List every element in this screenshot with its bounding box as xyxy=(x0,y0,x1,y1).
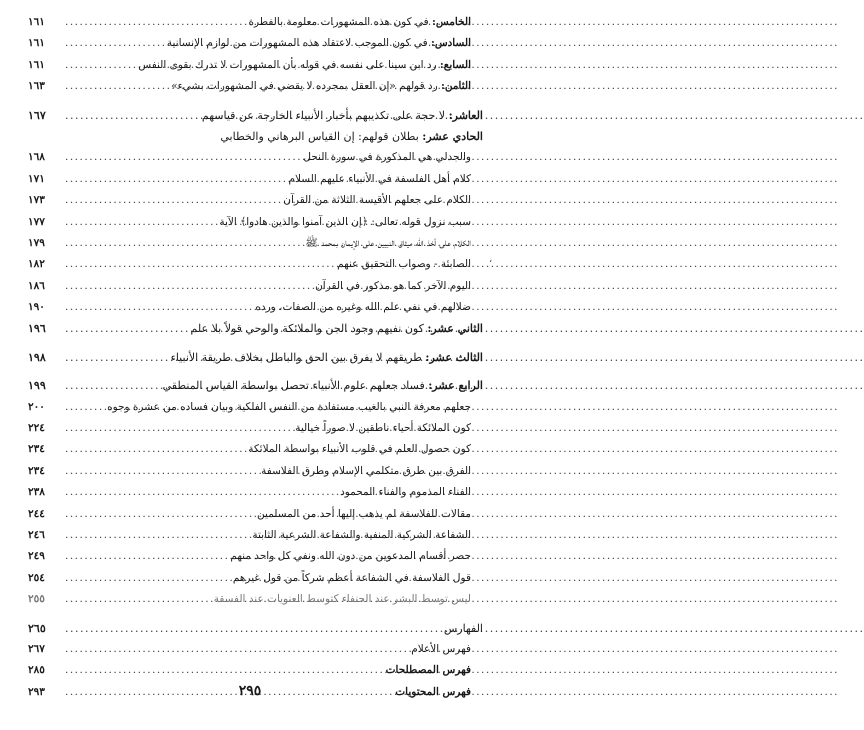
toc-entry-label: السابع: xyxy=(439,58,471,71)
toc-entry-text: فهرس الأعلام xyxy=(411,642,471,655)
toc-entry xyxy=(28,169,483,190)
dot-leader xyxy=(65,504,254,525)
dot-leader xyxy=(65,233,302,254)
toc-entry xyxy=(28,639,483,660)
toc-entry xyxy=(28,660,483,681)
dot-leader xyxy=(65,276,312,297)
toc-entry xyxy=(28,254,483,275)
toc-entry xyxy=(28,33,483,54)
toc-entry-text: فساد جعلهم علوم الأنبياء تحصل بواسطة القياس المنطقي xyxy=(162,379,425,393)
table-of-contents xyxy=(28,12,483,703)
dot-leader xyxy=(65,482,337,503)
toc-page-number: ٢٦٧ xyxy=(28,642,45,655)
toc-entry-text: في كون الموجب لاعتقاد هذه المشهورات من لوازم الإنسانية xyxy=(166,37,428,50)
toc-entry-title xyxy=(255,297,483,318)
toc-entry-text: الكلام على جعلهم الأقيسة الثلاثة من القرآن xyxy=(283,194,471,207)
toc-entry-label: الحادي عشر: xyxy=(422,129,483,143)
toc-entry xyxy=(28,276,483,297)
dot-leader xyxy=(65,12,245,33)
toc-entry xyxy=(28,589,483,610)
dot-leader xyxy=(65,212,216,233)
toc-entry-text: الفهارس xyxy=(443,621,483,635)
toc-entry-text: طريقهم لا يفرق بين الحق والباطل بخلاف طريقة الأنبياء xyxy=(170,350,422,364)
toc-page-number: ٢٠٠ xyxy=(28,400,45,413)
toc-entry-label: العاشر: xyxy=(448,108,483,122)
toc-page-number: ٢٥٥ xyxy=(28,593,45,606)
toc-entry-title xyxy=(305,233,483,254)
toc-entry-text: كون حصول العلم في قلوب الأنبياء بواسطة الملائكة xyxy=(248,443,471,456)
dot-leader xyxy=(65,55,135,76)
margin-mark: ، xyxy=(489,254,493,265)
toc-entry-text: كلام أهل الفلسفة في الأنبياء عليهم السلام xyxy=(288,172,471,185)
toc-entry-text: حصر أقسام المدعوين من دون الله ونفي كل واحد منهم xyxy=(230,550,471,563)
toc-page-number: ٢٣٨ xyxy=(28,486,45,499)
dot-leader xyxy=(65,589,211,610)
toc-entry-title xyxy=(283,190,483,211)
toc-entry-title xyxy=(107,397,483,418)
dot-leader xyxy=(65,418,292,439)
toc-entry-text: جعلهم معرفة النبي بالغيب مستفادة من النفس الفلكية وبيان فساده من عشرة وجوه xyxy=(107,400,471,413)
toc-entry-title xyxy=(220,126,483,147)
toc-entry-title xyxy=(219,212,483,233)
dot-leader xyxy=(65,76,168,97)
toc-entry-text: في كون هذه المشهورات معلومة بالفطرة xyxy=(248,16,429,28)
toc-entry-title xyxy=(257,504,483,525)
toc-page-number: ١٩٦ xyxy=(28,322,46,336)
toc-page-number: ١٧٩ xyxy=(28,236,45,249)
toc-entry xyxy=(28,504,483,525)
toc-entry-text: رد قولهم «إن العقل بمجرده لا يقضي في المشهورات بشيء» xyxy=(171,80,438,93)
toc-entry-title xyxy=(289,169,483,190)
toc-entry-title xyxy=(411,639,483,660)
toc-entry-title xyxy=(214,589,483,610)
toc-entry-text: الفناء المذموم والفناء المحمود xyxy=(340,486,471,499)
toc-page-number: ١٨٢ xyxy=(28,258,45,271)
toc-page-number: ١٦١ xyxy=(28,58,45,71)
dot-leader xyxy=(65,397,104,418)
page-number: ٢٩٥ xyxy=(238,683,262,699)
toc-page-number: ١٧١ xyxy=(28,172,45,185)
toc-entry-label: الرابع عشر: xyxy=(428,379,483,393)
toc-entry xyxy=(28,418,483,439)
toc-entry xyxy=(28,546,483,567)
toc-page-number: ١٩٠ xyxy=(28,301,45,314)
toc-entry-title xyxy=(252,525,483,546)
toc-entry-title xyxy=(163,375,483,396)
dot-leader xyxy=(65,461,258,482)
toc-page-number: ٢٣٤ xyxy=(28,464,45,477)
toc-entry-text: الكلام على أخذ الله ميثاق النبيين على الإيمان بمحمد ﷺ xyxy=(305,236,471,249)
toc-page-number: ١٦١ xyxy=(28,16,45,28)
toc-entry xyxy=(28,212,483,233)
toc-entry-label: الخامس: xyxy=(432,16,471,28)
toc-entry xyxy=(28,233,483,254)
toc-page-number: ١٧٣ xyxy=(28,194,45,207)
toc-entry-label: الثاني عشر: xyxy=(427,322,483,336)
toc-entry-text: قول الفلاسفة في الشفاعة أعظم شركاً من قول غيرهم xyxy=(232,571,471,584)
toc-page-number: ٢٤٩ xyxy=(28,550,45,563)
toc-entry-text: بطلان قولهم: إن القياس البرهاني والخطابي xyxy=(220,129,419,143)
toc-entry-text: رد ابن سينا على نفسه في قوله بأن المشهورات لا تدرك بقوى النفس xyxy=(138,58,437,71)
toc-entry xyxy=(28,525,483,546)
dot-leader xyxy=(65,254,334,275)
toc-page-number: ١٩٨ xyxy=(28,350,46,364)
toc-page-number: ٢٤٦ xyxy=(28,528,45,541)
toc-page-number: ١٦٣ xyxy=(28,80,45,93)
toc-entry-text: سبب نزول قوله تعالى: ﴿إن الذين آمنوا والذين هادوا﴾ الآية xyxy=(219,215,471,228)
toc-entry-label: السادس: xyxy=(430,37,471,50)
toc-page-number: ٢٨٥ xyxy=(28,664,45,677)
toc-entry xyxy=(28,461,483,482)
toc-page-number: ٢٤٤ xyxy=(28,507,45,520)
toc-entry-title xyxy=(230,546,483,567)
toc-page-number: ١٦١ xyxy=(28,37,45,50)
toc-entry xyxy=(28,147,483,168)
toc-page-number: ٢٦٥ xyxy=(28,621,46,635)
toc-entry-title xyxy=(303,147,483,168)
toc-entry-title xyxy=(444,618,483,639)
dot-leader xyxy=(65,660,383,681)
toc-entry-title xyxy=(248,12,483,33)
dot-leader xyxy=(65,147,300,168)
dot-leader xyxy=(65,105,199,126)
toc-entry xyxy=(28,375,483,396)
toc-entry xyxy=(28,568,483,589)
toc-entry-title xyxy=(248,439,483,460)
toc-entry-title xyxy=(340,482,483,503)
dot-leader xyxy=(65,618,441,639)
toc-entry xyxy=(28,439,483,460)
toc-page-number: ٢٥٤ xyxy=(28,571,45,584)
dot-leader xyxy=(65,347,168,368)
toc-entry-title xyxy=(233,568,483,589)
dot-leader xyxy=(65,375,160,396)
toc-entry-text: ليس توسط البشر عند الحنفاء كتوسط العنويات عند الفسقة xyxy=(213,593,471,606)
toc-entry-title xyxy=(386,660,483,681)
toc-entry-label: الثامن: xyxy=(441,80,471,93)
toc-entry-title xyxy=(167,33,483,54)
toc-entry xyxy=(28,482,483,503)
dot-leader xyxy=(65,190,280,211)
dot-leader xyxy=(65,439,245,460)
toc-entry xyxy=(28,397,483,418)
toc-page-number: ٢٩٣ xyxy=(28,685,45,698)
dot-leader xyxy=(65,546,227,567)
toc-entry-text: الشفاعة الشركية المنفية والشفاعة الشرعية الثابتة xyxy=(252,528,471,541)
dot-leader xyxy=(65,297,252,318)
toc-entry xyxy=(28,318,483,339)
toc-entry-title xyxy=(202,105,483,126)
toc-entry-text: والجدلي هي المذكورة في سورة النحل xyxy=(303,151,471,164)
toc-entry-title xyxy=(315,276,483,297)
toc-entry-text: اليوم الآخر كما هو مذكور في القرآن xyxy=(315,279,471,292)
toc-entry-text: ضلالهم في نفي علم الله وغيره من الصفات، ورده xyxy=(255,301,471,314)
toc-entry xyxy=(28,55,483,76)
toc-entry-text: كون نفيهم وجود الجن والملائكة والوحي قولاً بلا علم xyxy=(190,322,424,336)
toc-entry-text: لا حجة على تكذيبهم بأخبار الأنبياء الخارجة عن قياسهم xyxy=(201,108,446,122)
toc-entry xyxy=(28,12,483,33)
dot-leader xyxy=(65,33,164,54)
toc-entry-text: كون الملائكة أحياء ناطقين لا صوراً خيالية xyxy=(295,422,471,435)
toc-entry-text: الفرق بين طرق متكلمي الإسلام وطرق الفلاسفة xyxy=(261,464,471,477)
toc-entry-title xyxy=(171,347,483,368)
toc-entry xyxy=(28,76,483,97)
toc-entry-title xyxy=(337,254,483,275)
toc-entry-text: فهرس المحتويات xyxy=(395,685,471,698)
toc-entry xyxy=(28,190,483,211)
toc-page-number: ١٦٧ xyxy=(28,108,46,122)
toc-entry-text: الصابئة - وصواب التحقيق عنهم xyxy=(337,258,471,271)
toc-entry-label: الثالث عشر: xyxy=(425,350,483,364)
dot-leader xyxy=(65,639,408,660)
dot-leader xyxy=(65,525,249,546)
toc-entry xyxy=(28,347,483,368)
toc-entry xyxy=(28,126,483,147)
toc-entry-title xyxy=(261,461,483,482)
toc-page-number: ١٨٦ xyxy=(28,279,45,292)
toc-page-number: ٢٣٤ xyxy=(28,443,45,456)
toc-entry-title xyxy=(295,418,483,439)
toc-page-number: ٢٢٤ xyxy=(28,422,45,435)
toc-entry-title xyxy=(171,76,483,97)
toc-entry-title xyxy=(138,55,483,76)
toc-entry-title xyxy=(191,318,483,339)
toc-entry-text: مقالات للفلاسفة لم يذهب إليها أحد من المسلمين xyxy=(257,507,471,520)
dot-leader xyxy=(65,318,188,339)
toc-page-number: ١٩٩ xyxy=(28,379,46,393)
toc-page-number: ١٧٧ xyxy=(28,215,45,228)
toc-entry xyxy=(28,618,483,639)
dot-leader xyxy=(65,568,230,589)
dot-leader xyxy=(65,169,286,190)
toc-page-number: ١٦٨ xyxy=(28,151,45,164)
toc-entry-text: فهرس المصطلحات xyxy=(385,664,471,677)
toc-entry xyxy=(28,105,483,126)
toc-entry xyxy=(28,297,483,318)
